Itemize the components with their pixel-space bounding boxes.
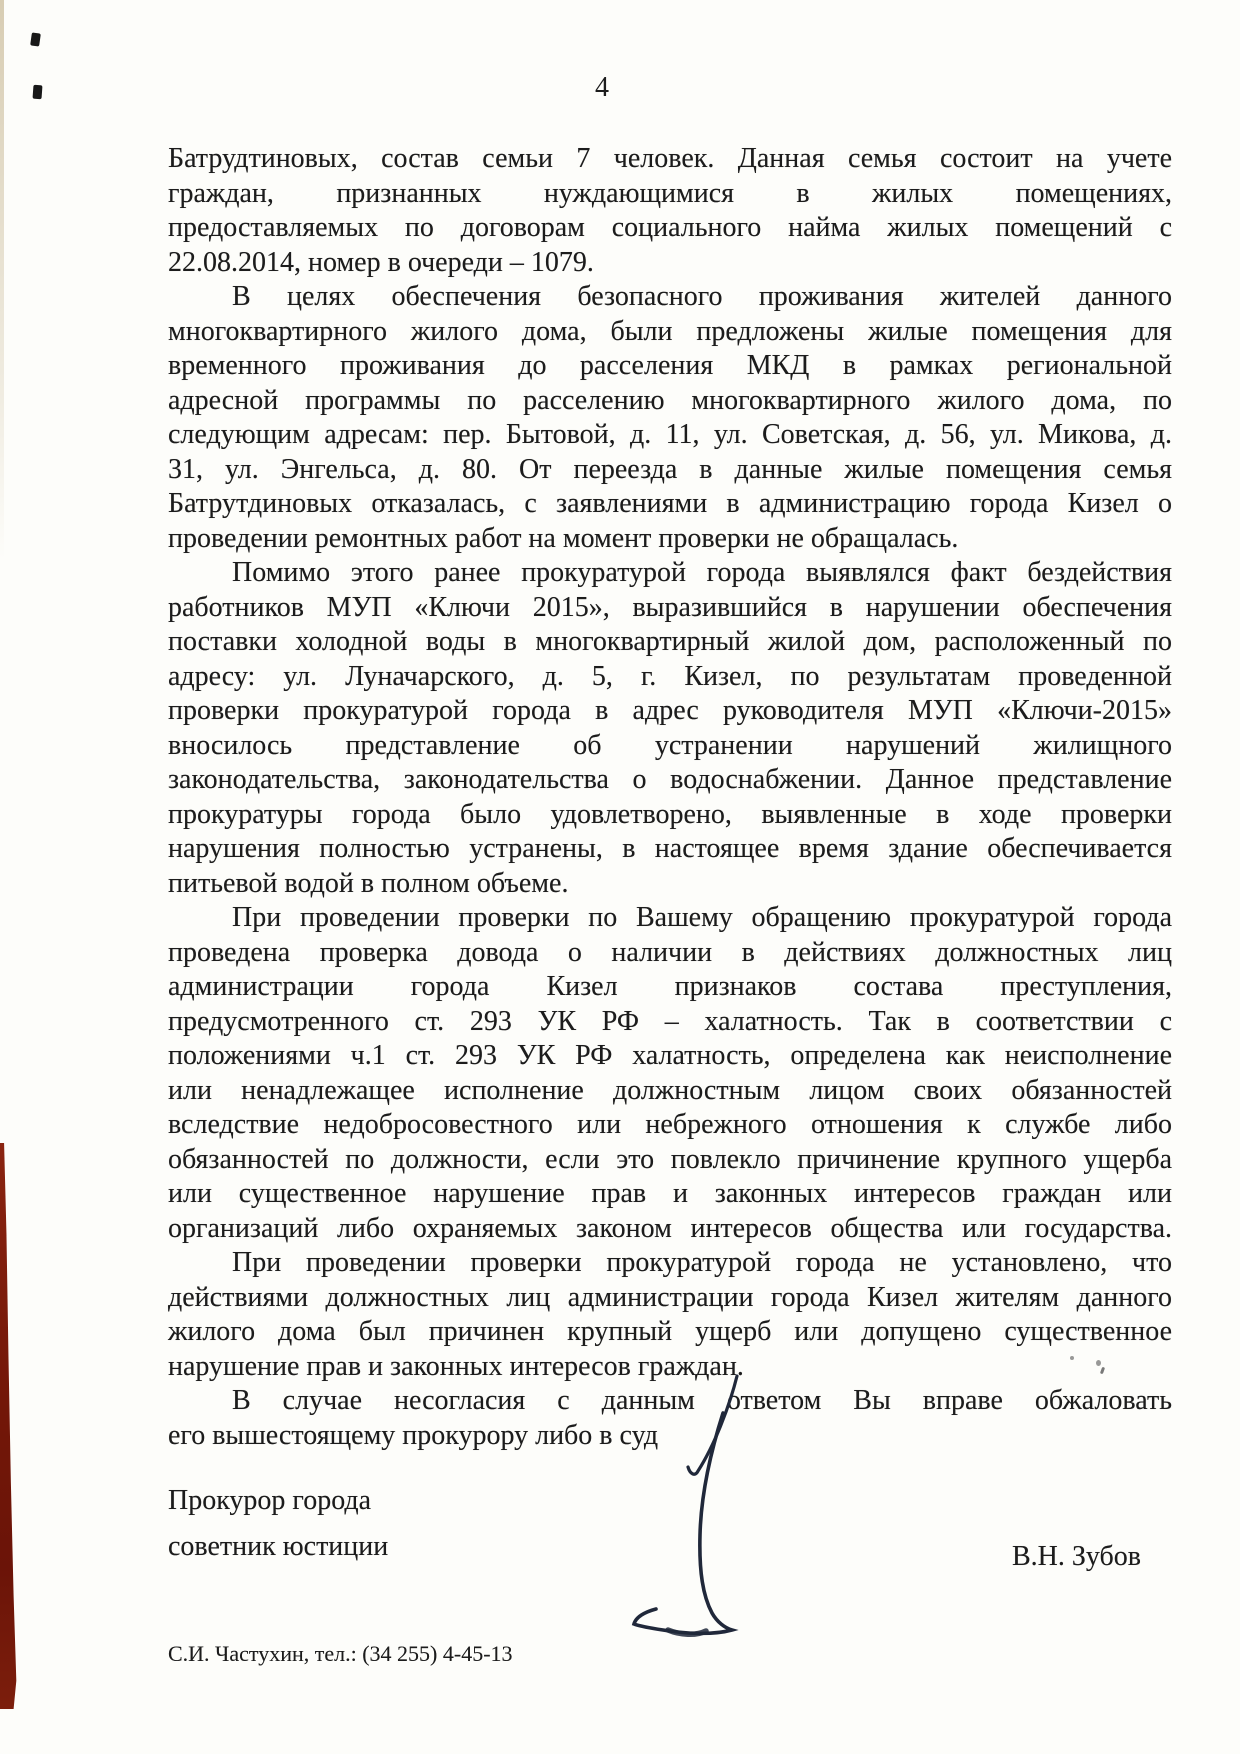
text-line: предоставляемых по договорам социального найма жилых помещений с	[168, 212, 1172, 243]
text-line: адресу: ул. Луначарского, д. 5, г. Кизел, по результатам проведенной	[168, 660, 1172, 692]
text-line: положениями ч.1 ст. 293 УК РФ халатность, определена как неисполнение	[168, 1040, 1172, 1071]
paragraph	[168, 901, 1172, 1246]
text-line: законодательства, законодательства о водоснабжении. Данное представление	[168, 764, 1172, 795]
text-line: следующим адресам: пер. Бытовой, д. 11, ул. Советская, д. 56, ул. Микова, д.	[168, 419, 1172, 450]
scan-edge-red-strip	[0, 1143, 17, 1709]
staple-mark	[30, 32, 41, 46]
text-line: временного проживания до расселения МКД в рамках региональной	[168, 350, 1172, 381]
text-line: организаций либо охраняемых законом интересов общества или государства.	[168, 1212, 1172, 1244]
text-line: поставки холодной воды в многоквартирный жилой дом, расположенный по	[168, 626, 1172, 657]
text-line: работников МУП «Ключи 2015», выразившийся в нарушении обеспечения	[168, 591, 1172, 623]
text-line: проверки прокуратурой города в адрес руководителя МУП «Ключи-2015»	[168, 695, 1172, 726]
text-line: предусмотренного ст. 293 УК РФ – халатность. Так в соответствии с	[168, 1005, 1172, 1037]
text-line: 22.08.2014, номер в очереди – 1079.	[168, 246, 594, 278]
text-line: Помимо этого ранее прокуратурой города выявлялся факт бездействия	[232, 557, 1172, 588]
text-line: При проведении проверки прокуратурой города не установлено, что	[232, 1247, 1172, 1278]
text-line: жилого дома был причинен крупный ущерб или допущено существенное	[168, 1316, 1172, 1347]
text-line: или ненадлежащее исполнение должностным лицом своих обязанностей	[168, 1074, 1172, 1106]
text-line: граждан, признанных нуждающимися в жилых помещениях,	[168, 177, 1172, 209]
text-line: проведена проверка довода о наличии в действиях должностных лиц	[168, 936, 1172, 968]
text-line: проведении ремонтных работ на момент проверки не обращалась.	[168, 522, 959, 554]
paragraph	[168, 142, 1172, 280]
text-line: 31, ул. Энгельса, д. 80. От переезда в данные жилые помещения семья	[168, 453, 1172, 485]
text-line: нарушения полностью устранены, в настоящее время здание обеспечивается	[168, 833, 1172, 864]
text-line: действиями должностных лиц администрации города Кизел жителям данного	[168, 1281, 1172, 1313]
text-line: нарушение прав и законных интересов граждан.	[168, 1350, 744, 1382]
text-line: администрации города Кизел признаков состава преступления,	[168, 971, 1172, 1002]
page-number: 4	[595, 72, 609, 103]
text-line: Батрудтиновых, состав семьи 7 человек. Данная семья состоит на учете	[168, 143, 1172, 174]
text-line: вследствие недобросовестного или небрежного отношения к службе либо	[168, 1109, 1172, 1140]
text-line: прокуратуры города было удовлетворено, выявленные в ходе проверки	[168, 798, 1172, 830]
paragraph	[168, 556, 1172, 901]
text-line: многоквартирного жилого дома, были предложены жилые помещения для	[168, 315, 1172, 347]
text-line: В целях обеспечения безопасного проживания жителей данного	[232, 281, 1172, 312]
executor-contact: С.И. Частухин, тел.: (34 255) 4-45-13	[168, 1641, 513, 1666]
text-line: питьевой водой в полном объеме.	[168, 867, 569, 899]
text-line: Батрутдиновых отказалась, с заявлениями в администрацию города Кизел о	[168, 488, 1172, 519]
paragraph	[168, 1384, 1172, 1453]
text-line: вносилось представление об устранении нарушений жилищного	[168, 729, 1172, 761]
text-line: В случае несогласия с данным ответом Вы вправе обжаловать	[232, 1385, 1172, 1416]
text-line: При проведении проверки по Вашему обращению прокуратурой города	[232, 902, 1172, 933]
letter-body	[168, 142, 1172, 1453]
signer-name: В.Н. Зубов	[1012, 1541, 1142, 1572]
text-line: адресной программы по расселению многоквартирного жилого дома, по	[168, 384, 1172, 416]
signer-position-line1: Прокурор города	[168, 1485, 372, 1516]
paragraph	[168, 280, 1172, 556]
text-line: его вышестоящему прокурору либо в суд	[168, 1419, 659, 1451]
text-line: или существенное нарушение прав и законных интересов граждан или	[168, 1178, 1172, 1209]
text-line: обязанностей по должности, если это повлекло причинение крупного ущерба	[168, 1143, 1172, 1175]
paragraph	[168, 1246, 1172, 1384]
signer-position-line2: советник юстиции	[168, 1531, 389, 1562]
